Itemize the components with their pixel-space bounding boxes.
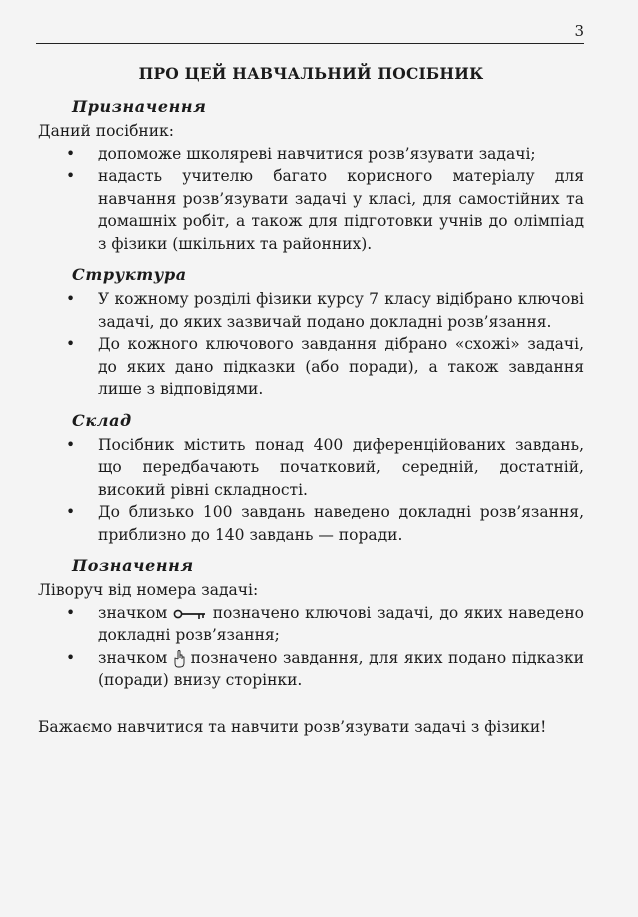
list-item: • надасть учителю багато корисного матеріалу для навчання розв’язувати задачі у класі, для самостійних та домашніх робіт, а також для підготовки учнів до олімпіад з фізики (шкільних та районних).	[66, 167, 584, 253]
list-item: • До близько 100 завдань наведено докладні розв’язання, приблизно до 140 завдань — поради.	[66, 503, 584, 544]
list-item: • До кожного ключового завдання дібрано «схожі» задачі, до яких дано підказки (або поради), а також завдання лише з відповідями.	[66, 335, 584, 398]
bullet-icon: •	[66, 603, 76, 622]
page-content	[38, 60, 584, 738]
composition-list	[38, 434, 584, 547]
purpose-list	[38, 143, 584, 256]
page-number: 3	[574, 22, 584, 40]
bullet-icon: •	[66, 290, 76, 308]
pointing-hand-icon	[173, 650, 185, 668]
section-heading-composition: Склад	[72, 410, 132, 430]
bullet-icon: •	[66, 335, 76, 353]
structure-list	[38, 288, 584, 401]
notation-list	[38, 602, 584, 692]
bullet-icon: •	[66, 648, 76, 667]
purpose-intro: Даний посібник:	[38, 122, 174, 140]
closing-text: Бажаємо навчитися та навчити розв’язувати задачі з фізики!	[38, 717, 547, 736]
list-item: • значком позначено завдання, для яких подано підказки (поради) внизу сторінки.	[66, 648, 584, 689]
notation-intro: Ліворуч від номера задачі:	[38, 581, 259, 599]
section-heading-structure: Структура	[72, 265, 187, 284]
header-rule	[36, 43, 584, 44]
section-heading-purpose: Призначення	[72, 97, 207, 116]
list-item: • значком позначено ключові задачі, до яких наведено докладні розв’язання;	[66, 603, 584, 644]
bullet-icon: •	[66, 167, 76, 185]
list-item: • Посібник містить понад 400 диференційованих завдань, що передбачають початковий, середній, достатній, високий рівні складності.	[66, 435, 584, 499]
page-title: ПРО ЦЕЙ НАВЧАЛЬНИЙ ПОСІБНИК	[138, 64, 484, 83]
bullet-icon: •	[66, 435, 76, 454]
section-heading-notation: Позначення	[72, 556, 194, 575]
bullet-icon: •	[66, 503, 76, 521]
key-icon	[173, 608, 207, 620]
list-item: • У кожному розділі фізики курсу 7 класу відібрано ключові задачі, до яких зазвичай подано докладні розв’язання.	[66, 290, 584, 331]
bullet-icon: •	[66, 144, 76, 163]
list-item: • допоможе школяреві навчитися розв’язувати задачі;	[38, 143, 584, 166]
